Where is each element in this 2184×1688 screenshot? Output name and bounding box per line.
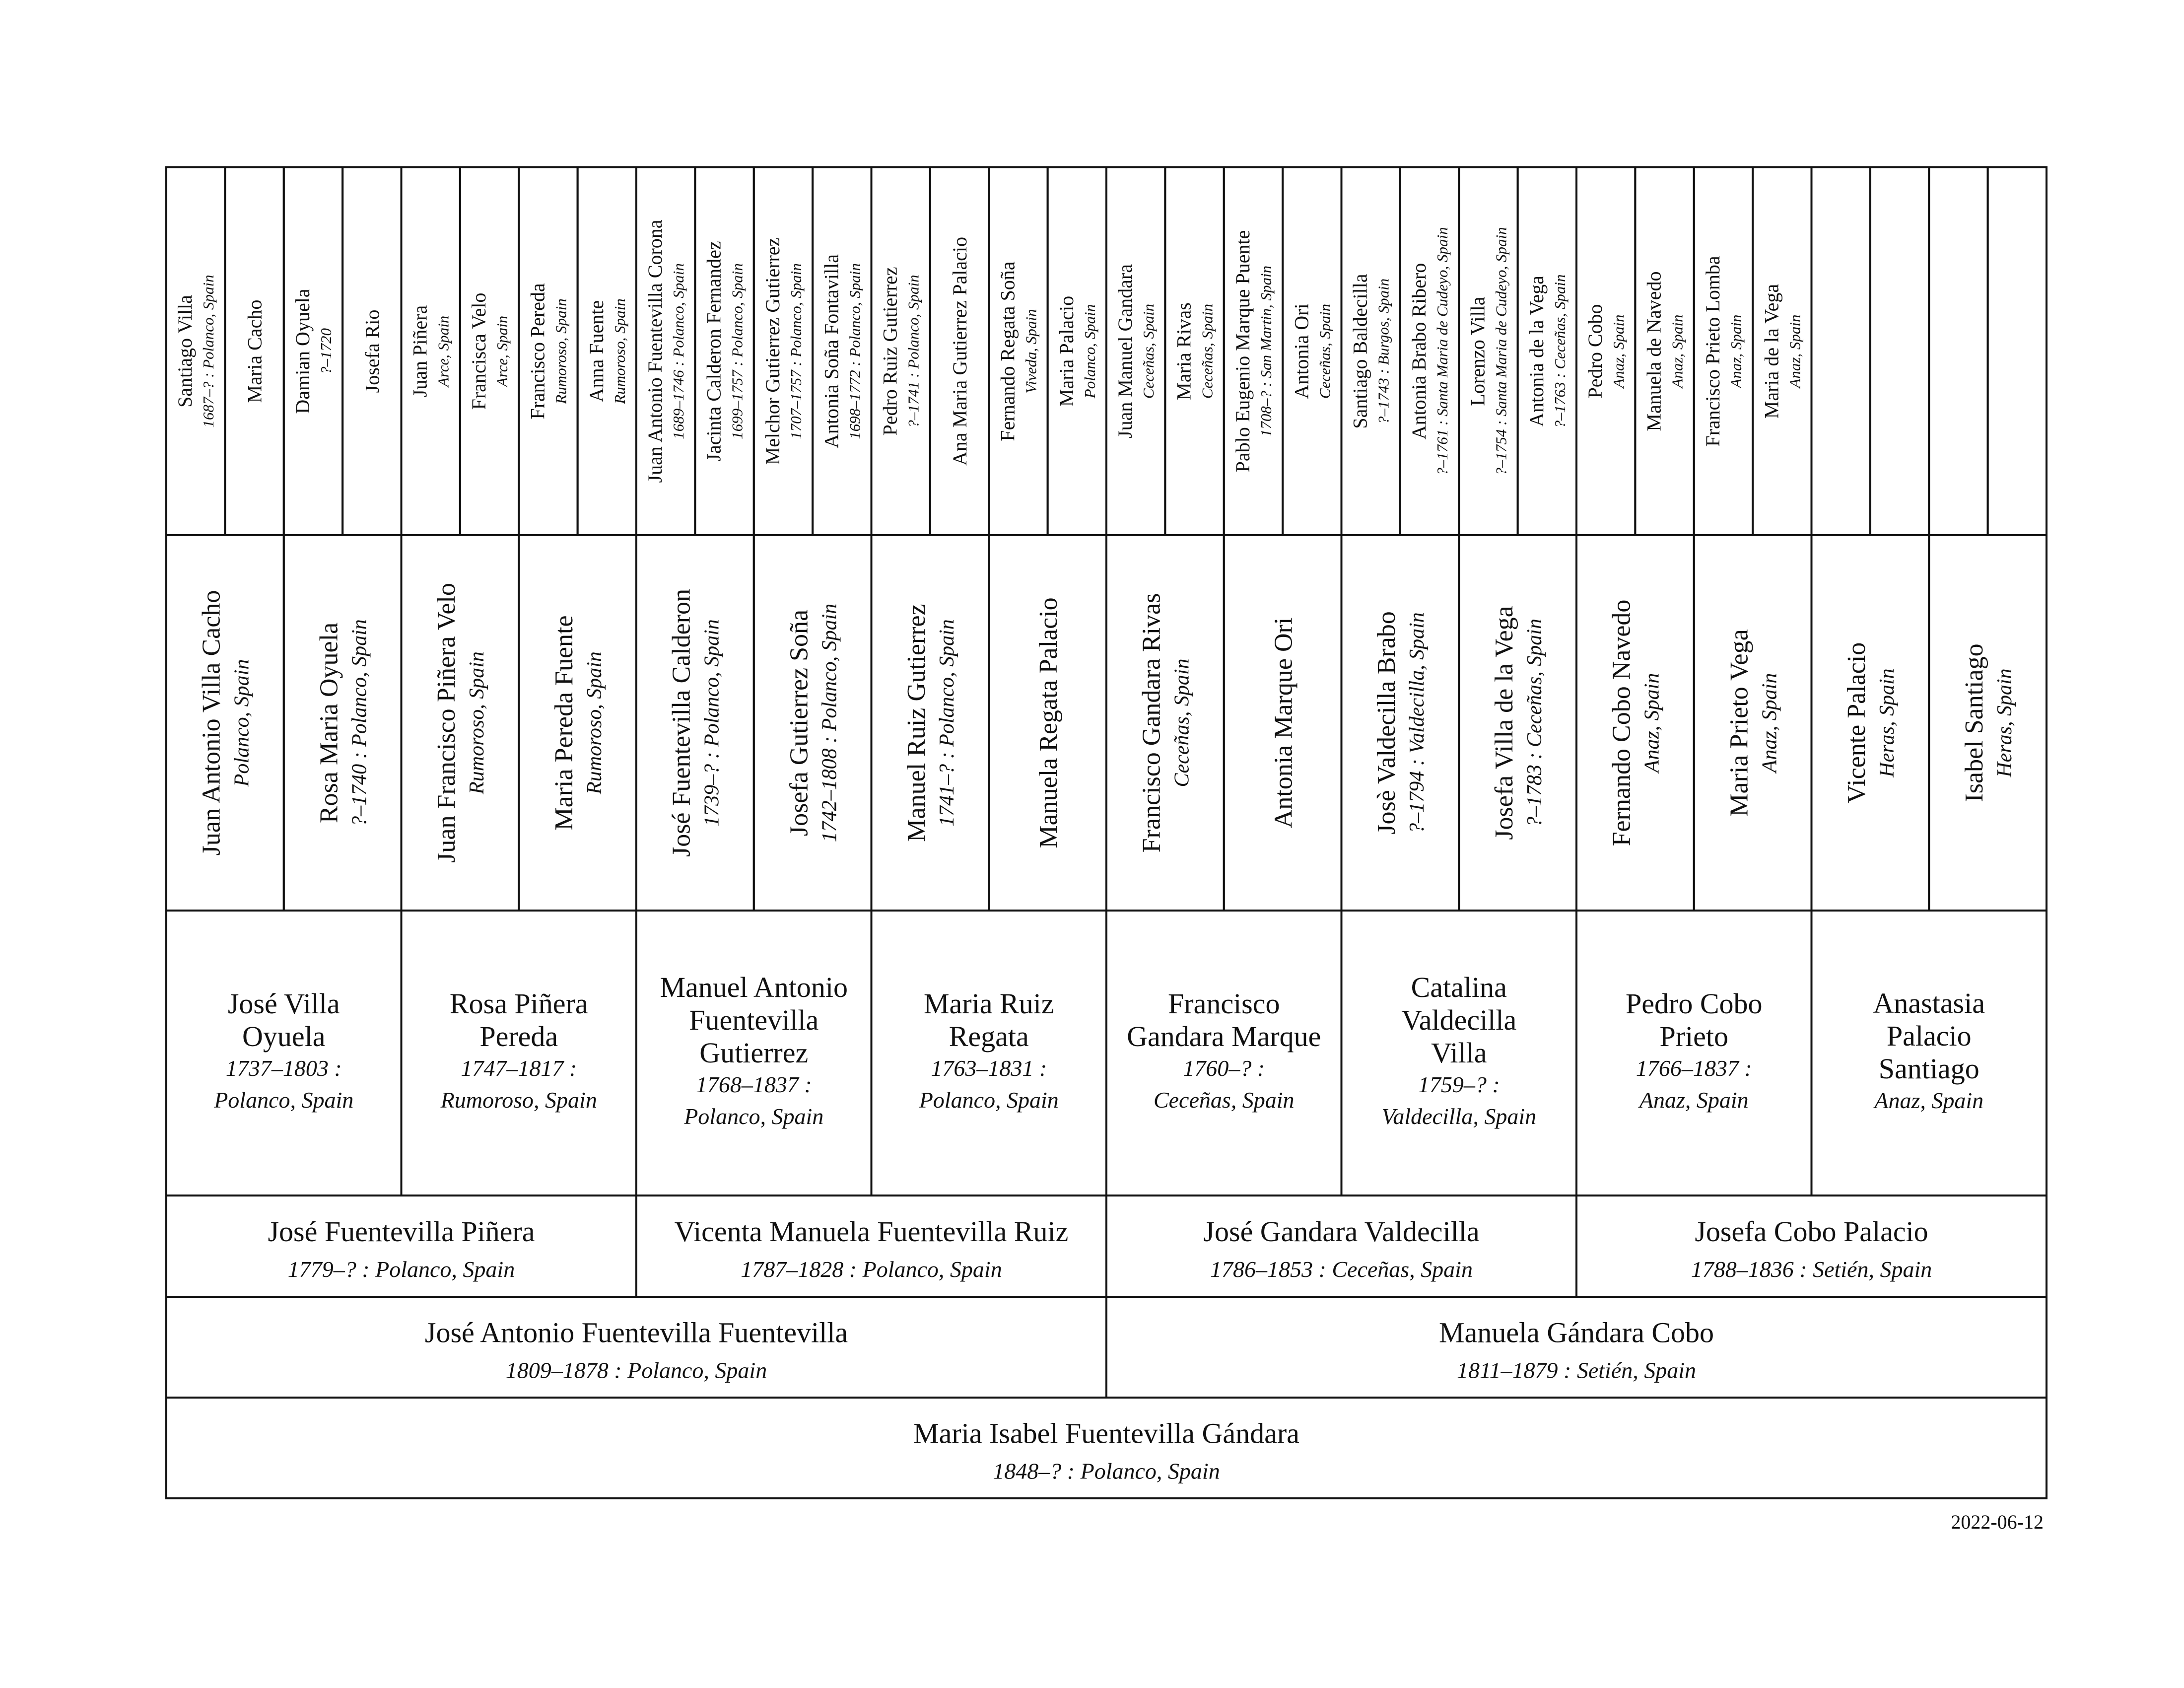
- person-name: Antonia de la Vega: [1525, 276, 1548, 427]
- person-box: [813, 167, 871, 535]
- person-info: Anaz, Spain: [1874, 1088, 1984, 1113]
- person-name: José Antonio Fuentevilla Fuentevilla: [424, 1316, 848, 1349]
- person-box: [166, 1297, 1106, 1398]
- person-box-border: [166, 911, 402, 1196]
- person-name: Lorenzo Villa: [1466, 296, 1489, 406]
- person-name: Josefa Cobo Palacio: [1695, 1215, 1928, 1248]
- person-box: [1694, 535, 1812, 911]
- rotated-label: [1114, 264, 1157, 438]
- person-name: Juan Antonio Villa Cacho: [197, 590, 226, 856]
- rotated-label: [949, 237, 971, 466]
- person-box: [872, 911, 1107, 1196]
- person-info: ?–1794 : Valdecilla, Spain: [1406, 612, 1429, 834]
- person-info: Viveda, Spain: [1022, 309, 1040, 394]
- person-info: 1786–1853 : Ceceñas, Spain: [1210, 1257, 1473, 1282]
- person-info: 1787–1828 : Polanco, Spain: [741, 1257, 1002, 1282]
- person-name: Juan Antonio Fuentevilla Corona: [644, 219, 667, 483]
- person-box: [402, 167, 460, 535]
- person-name: Francisca Velo: [468, 292, 490, 410]
- person-name: Manuel Ruiz Gutierrez: [902, 604, 931, 842]
- rotated-label: [468, 293, 511, 410]
- rotated-label: [703, 241, 746, 461]
- person-box: [872, 535, 989, 911]
- person-box: [1753, 167, 1811, 535]
- rotated-label: [409, 305, 452, 398]
- person-name: Maria Rivas: [1172, 302, 1195, 400]
- person-box: [166, 1196, 636, 1297]
- rotated-label: [1725, 629, 1781, 816]
- rotated-label: [550, 615, 606, 830]
- person-name: Rosa Maria Oyuela: [315, 622, 343, 824]
- rotated-label: [526, 283, 569, 420]
- person-info: 1742–1808 : Polanco, Spain: [818, 603, 841, 843]
- person-box: [1106, 911, 1342, 1196]
- person-info: 1747–1817 : Rumoroso, Spain: [440, 1055, 597, 1113]
- rotated-label: [244, 300, 266, 403]
- person-info: Ceceñas, Spain: [1198, 303, 1216, 399]
- person-box: [519, 167, 577, 535]
- rotated-label: [1960, 643, 2016, 802]
- person-name: Juan Francisco Piñera Velo: [432, 583, 461, 863]
- person-name: Melchor Gutierrez Gutierrez: [761, 237, 784, 465]
- person-info: ?–1740 : Polanco, Spain: [348, 619, 371, 827]
- person-box: [1576, 167, 1635, 535]
- person-info: Anaz, Spain: [1758, 673, 1781, 773]
- person-box: [166, 1398, 2047, 1498]
- person-box: [1224, 167, 1283, 535]
- rotated-label: [1843, 642, 1899, 804]
- person-name: Francisco Prieto Lomba: [1701, 256, 1724, 447]
- person-info: Rumoroso, Spain: [611, 298, 628, 404]
- person-info: Polanco, Spain: [1081, 304, 1098, 399]
- rotated-label: [1138, 593, 1194, 853]
- person-name: Pedro Cobo Prieto: [1626, 987, 1763, 1053]
- person-box: [1283, 167, 1341, 535]
- person-name: Vicente Palacio: [1843, 642, 1871, 804]
- person-info: 1809–1878 : Polanco, Spain: [505, 1357, 767, 1383]
- rotated-label: [785, 604, 841, 843]
- person-box: [460, 167, 519, 535]
- person-info: 1763–1831 : Polanco, Spain: [919, 1055, 1059, 1113]
- person-name: Pedro Ruiz Gutierrez: [879, 267, 901, 436]
- person-info: 1811–1879 : Setién, Spain: [1456, 1357, 1697, 1383]
- person-box: [1812, 535, 1929, 911]
- person-name: Maria de la Vega: [1760, 283, 1783, 419]
- rotated-label: [1349, 274, 1392, 428]
- person-info: Anaz, Spain: [1668, 314, 1686, 388]
- person-info: 1768–1837 : Polanco, Spain: [684, 1072, 824, 1129]
- person-box: [695, 167, 753, 535]
- person-info: 1760–? : Ceceñas, Spain: [1153, 1055, 1295, 1113]
- person-box: [1812, 911, 2047, 1196]
- person-box: [1106, 1297, 2047, 1398]
- person-name: Pedro Cobo: [1584, 304, 1607, 399]
- person-info: 1737–1803 : Polanco, Spain: [214, 1055, 354, 1113]
- person-box: [1459, 535, 1576, 911]
- person-name: Rosa Piñera Pereda: [449, 987, 588, 1053]
- person-info: Ceceñas, Spain: [1140, 303, 1158, 399]
- date-stamp: 2022-06-12: [1951, 1511, 2044, 1533]
- person-box: [1048, 167, 1106, 535]
- person-box: [1518, 167, 1576, 535]
- person-box: [636, 167, 695, 535]
- person-box: [1576, 535, 1694, 911]
- person-box: [1929, 535, 2047, 911]
- person-info: ?–1761 : Santa Maria de Cudeyo, Spain: [1433, 227, 1451, 476]
- person-info: 1766–1837 : Anaz, Spain: [1636, 1055, 1752, 1113]
- person-box: [402, 535, 519, 911]
- person-info: Arce, Spain: [434, 315, 452, 387]
- rotated-label: [761, 238, 805, 465]
- person-name: Ana Maria Gutierrez Palacio: [949, 237, 971, 466]
- person-box-border: [402, 911, 637, 1196]
- person-name: Pablo Eugenio Marque Puente: [1231, 230, 1254, 473]
- person-box: [1459, 167, 1517, 535]
- person-info: 1788–1836 : Setién, Spain: [1691, 1257, 1932, 1282]
- person-box: [989, 167, 1047, 535]
- person-info: ?–1763 : Ceceñas, Spain: [1551, 274, 1569, 428]
- person-info: 1699–1757 : Polanco, Spain: [728, 263, 746, 439]
- rotated-label: [996, 261, 1039, 441]
- person-name: José Fuentevilla Piñera: [268, 1215, 535, 1248]
- person-info: 1848–? : Polanco, Spain: [993, 1458, 1220, 1484]
- person-box: [1576, 1196, 2047, 1297]
- person-box: [1106, 167, 1165, 535]
- rotated-label: [1466, 227, 1509, 475]
- person-info: Rumoroso, Spain: [583, 651, 606, 794]
- person-name: Antonia Marque Ori: [1269, 617, 1298, 829]
- person-info: ?–1720: [317, 328, 335, 374]
- person-name: Josefa Rio: [361, 309, 384, 393]
- person-name: Anastasia Palacio Santiago: [1873, 987, 1985, 1085]
- person-info: 1739–? : Polanco, Spain: [700, 619, 724, 827]
- person-box-border: [1576, 911, 1812, 1196]
- rotated-label: [1034, 597, 1063, 848]
- rotated-label: [1372, 611, 1429, 835]
- person-box: [284, 167, 342, 535]
- person-box: [166, 911, 402, 1196]
- person-box-border: [872, 911, 1107, 1196]
- person-box: [636, 911, 872, 1196]
- rotated-label: [1290, 303, 1333, 399]
- person-box: [578, 167, 636, 535]
- person-info: Rumoroso, Spain: [552, 298, 570, 404]
- person-box-border: [1988, 167, 2047, 535]
- rotated-label: [174, 275, 217, 427]
- person-info: 1759–? : Valdecilla, Spain: [1381, 1072, 1537, 1129]
- person-box: [342, 167, 401, 535]
- rotated-label: [198, 590, 254, 856]
- person-name: Vicenta Manuela Fuentevilla Ruiz: [674, 1215, 1069, 1248]
- person-box: [1400, 167, 1459, 535]
- person-box-border: [1929, 167, 1987, 535]
- person-name: José Gandara Valdecilla: [1203, 1215, 1480, 1248]
- rotated-label: [291, 288, 335, 414]
- person-box-border: [1870, 167, 1929, 535]
- person-name: Francisco Pereda: [526, 283, 549, 420]
- person-box: [225, 167, 283, 535]
- person-info: Polanco, Spain: [230, 659, 254, 787]
- person-name: Manuela Regata Palacio: [1034, 597, 1063, 848]
- person-info: Heras, Spain: [1876, 668, 1899, 777]
- person-box: [872, 167, 930, 535]
- person-name: Manuela de Navedo: [1642, 271, 1665, 431]
- person-box: [1106, 535, 1224, 911]
- person-box: [636, 1196, 1106, 1297]
- rotated-label: [315, 619, 371, 827]
- rotated-label: [1408, 227, 1451, 475]
- rotated-label: [902, 604, 958, 842]
- person-name: Maria Pereda Fuente: [549, 615, 578, 831]
- person-name: Francisco Gandara Rivas: [1137, 593, 1166, 853]
- person-box: [1694, 167, 1753, 535]
- person-box: [636, 535, 754, 911]
- person-box: [754, 535, 872, 911]
- person-box: [1576, 911, 1812, 1196]
- rotated-label: [585, 298, 628, 404]
- rotated-label: [1055, 296, 1098, 407]
- person-name: Isabel Santiago: [1960, 643, 1988, 802]
- person-info: Anaz, Spain: [1786, 314, 1804, 388]
- person-info: ?–1743 : Burgos, Spain: [1374, 278, 1392, 424]
- person-box: [754, 167, 813, 535]
- rotated-label: [432, 583, 488, 863]
- person-box: [166, 167, 225, 535]
- person-name: José Fuentevilla Calderon: [667, 588, 696, 857]
- person-info: Anaz, Spain: [1640, 673, 1664, 773]
- person-name: Josefa Gutierrez Soña: [785, 609, 814, 837]
- person-box: [1812, 167, 1870, 535]
- person-name: Fernando Regata Soña: [996, 261, 1019, 441]
- person-box: [1106, 1196, 1576, 1297]
- person-info: Arce, Spain: [493, 315, 511, 387]
- person-info: Ceceñas, Spain: [1316, 303, 1334, 399]
- rotated-label: [879, 267, 922, 436]
- person-info: 1708–? : San Martin, Spain: [1257, 265, 1275, 437]
- rotated-label: [1231, 230, 1275, 473]
- person-info: 1741–? : Polanco, Spain: [936, 619, 959, 827]
- person-name: Antonia Ori: [1290, 303, 1313, 399]
- rotated-label: [644, 219, 687, 483]
- person-info: Heras, Spain: [1993, 668, 2016, 777]
- person-name: Antonia Brabo Ribero: [1408, 263, 1431, 440]
- rotated-label: [668, 589, 724, 857]
- person-name: Maria Cacho: [243, 299, 266, 403]
- person-box: [284, 535, 402, 911]
- person-name: Francisco Gandara Marque: [1127, 987, 1321, 1053]
- person-info: 1779–? : Polanco, Spain: [287, 1257, 515, 1282]
- person-box: [1929, 167, 1987, 535]
- person-name: José Villa Oyuela: [227, 987, 340, 1053]
- person-name: Maria Prieto Vega: [1725, 629, 1754, 817]
- person-box: [989, 535, 1106, 911]
- person-name: Josefa Villa de la Vega: [1490, 606, 1518, 840]
- rotated-label: [361, 310, 383, 393]
- person-box: [1988, 167, 2047, 535]
- person-info: ?–1741 : Polanco, Spain: [904, 275, 922, 428]
- person-name: Juan Manuel Gandara: [1114, 264, 1137, 438]
- person-info: ?–1754 : Santa Maria de Cudeyo, Spain: [1492, 227, 1510, 476]
- person-name: Manuela Gándara Cobo: [1438, 1316, 1714, 1349]
- person-info: Anaz, Spain: [1610, 314, 1628, 388]
- person-box: [1870, 167, 1929, 535]
- person-box: [519, 535, 636, 911]
- rotated-label: [820, 254, 863, 448]
- person-box: [1635, 167, 1694, 535]
- rotated-label: [1525, 275, 1569, 428]
- person-name: Maria Ruiz Regata: [923, 987, 1054, 1053]
- rotated-label: [1490, 606, 1546, 840]
- person-name: Juan Piñera: [409, 305, 431, 398]
- person-name: Santiago Baldecilla: [1349, 274, 1371, 429]
- rotated-label: [1173, 302, 1216, 400]
- person-name: Maria Isabel Fuentevilla Gándara: [913, 1417, 1299, 1450]
- person-box: [166, 535, 284, 911]
- person-info: Rumoroso, Spain: [466, 651, 489, 794]
- person-box: [1342, 535, 1459, 911]
- person-box: [930, 167, 989, 535]
- person-name: Santiago Villa: [174, 295, 197, 408]
- person-info: 1698–1772 : Polanco, Spain: [846, 263, 864, 439]
- person-info: Ceceñas, Spain: [1170, 658, 1194, 787]
- person-box-border: [1106, 911, 1342, 1196]
- person-name: Fernando Cobo Navedo: [1607, 599, 1636, 846]
- person-info: Anaz, Spain: [1727, 314, 1745, 388]
- person-info: 1689–1746 : Polanco, Spain: [670, 263, 687, 439]
- person-name: Jacinta Calderon Fernandez: [702, 241, 725, 462]
- rotated-label: [1760, 284, 1803, 419]
- person-box: [1224, 535, 1342, 911]
- person-name: Manuel Antonio Fuentevilla Gutierrez: [660, 971, 848, 1069]
- person-name: Maria Palacio: [1055, 295, 1078, 407]
- person-info: 1707–1757 : Polanco, Spain: [787, 263, 805, 439]
- person-box: [402, 911, 637, 1196]
- rotated-label: [1584, 304, 1627, 399]
- person-name: Damian Oyuela: [291, 288, 314, 414]
- person-box: [1342, 167, 1400, 535]
- person-name: Catalina Valdecilla Villa: [1401, 971, 1517, 1069]
- rotated-label: [1269, 618, 1297, 829]
- person-info: ?–1783 : Ceceñas, Spain: [1523, 619, 1546, 827]
- person-name: Josè Valdecilla Brabo: [1372, 611, 1401, 835]
- person-name: Antonia Soña Fontavilla: [820, 254, 843, 449]
- rotated-label: [1608, 600, 1664, 846]
- person-box: [1342, 911, 1577, 1196]
- person-box: [1165, 167, 1224, 535]
- person-box-border: [1812, 167, 1870, 535]
- person-info: 1687–? : Polanco, Spain: [200, 275, 217, 428]
- rotated-label: [1702, 256, 1745, 447]
- person-name: Anna Fuente: [585, 300, 608, 403]
- rotated-label: [1643, 271, 1686, 431]
